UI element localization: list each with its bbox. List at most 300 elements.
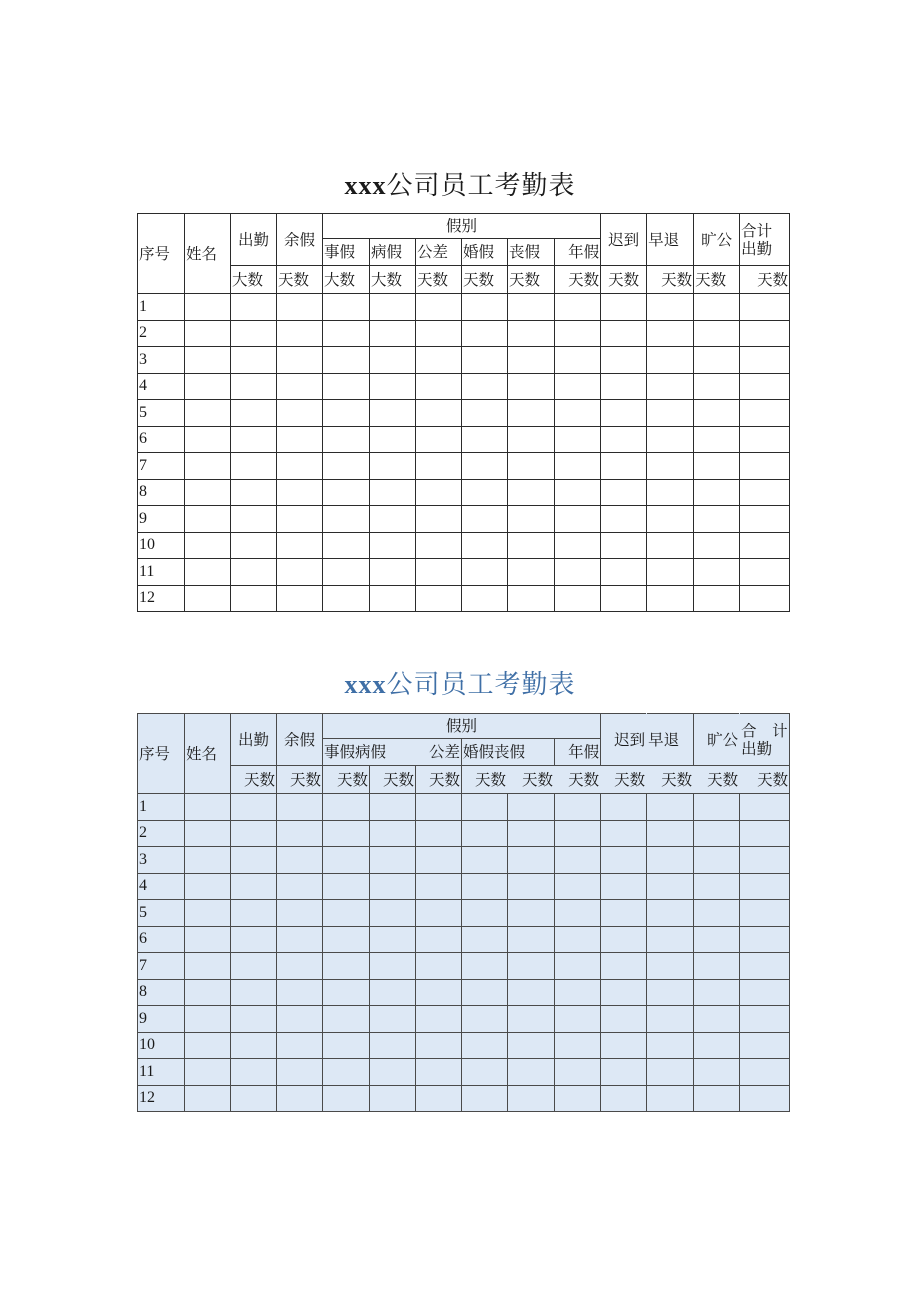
table-cell[interactable]: [462, 426, 508, 453]
table-cell[interactable]: [231, 1032, 277, 1059]
table-cell[interactable]: [508, 426, 555, 453]
table-cell[interactable]: [277, 820, 323, 847]
table-cell[interactable]: [601, 479, 647, 506]
table-cell[interactable]: [508, 979, 555, 1006]
table-cell[interactable]: [231, 847, 277, 874]
table-cell[interactable]: [277, 1085, 323, 1112]
table-cell[interactable]: [462, 900, 508, 927]
table-cell[interactable]: [185, 320, 231, 347]
table-cell[interactable]: [740, 1032, 790, 1059]
table-cell[interactable]: [462, 320, 508, 347]
table-cell[interactable]: [370, 479, 416, 506]
table-cell[interactable]: [508, 1085, 555, 1112]
table-cell[interactable]: [416, 926, 462, 953]
table-cell[interactable]: [740, 820, 790, 847]
table-cell[interactable]: [416, 1032, 462, 1059]
table-cell[interactable]: [740, 926, 790, 953]
table-cell[interactable]: [462, 585, 508, 612]
table-cell[interactable]: [370, 1059, 416, 1086]
table-cell[interactable]: [231, 1006, 277, 1033]
table-cell[interactable]: [694, 532, 740, 559]
table-cell[interactable]: [601, 1085, 647, 1112]
table-cell[interactable]: [647, 320, 694, 347]
table-cell[interactable]: [231, 347, 277, 374]
table-cell[interactable]: [231, 400, 277, 427]
table-cell[interactable]: [277, 400, 323, 427]
table-cell[interactable]: [370, 453, 416, 480]
table-cell[interactable]: [185, 926, 231, 953]
table-cell[interactable]: [508, 1006, 555, 1033]
table-cell[interactable]: [277, 926, 323, 953]
table-cell[interactable]: [740, 847, 790, 874]
table-cell[interactable]: [462, 559, 508, 586]
table-cell[interactable]: [416, 453, 462, 480]
table-cell[interactable]: [323, 559, 370, 586]
table-cell[interactable]: [185, 373, 231, 400]
table-cell[interactable]: [740, 900, 790, 927]
table-cell[interactable]: [231, 794, 277, 821]
table-cell[interactable]: [462, 1006, 508, 1033]
table-cell[interactable]: [462, 820, 508, 847]
table-cell[interactable]: [185, 400, 231, 427]
table-cell[interactable]: [416, 294, 462, 321]
table-cell[interactable]: [231, 479, 277, 506]
table-cell[interactable]: [647, 1059, 694, 1086]
table-cell[interactable]: [740, 873, 790, 900]
table-cell[interactable]: [555, 1006, 601, 1033]
table-cell[interactable]: [601, 559, 647, 586]
table-cell[interactable]: [508, 400, 555, 427]
table-cell[interactable]: [323, 426, 370, 453]
table-cell[interactable]: [508, 320, 555, 347]
table-cell[interactable]: [647, 979, 694, 1006]
table-cell[interactable]: [231, 453, 277, 480]
table-cell[interactable]: [231, 320, 277, 347]
table-cell[interactable]: [323, 900, 370, 927]
table-cell[interactable]: [462, 400, 508, 427]
table-cell[interactable]: [508, 373, 555, 400]
table-cell[interactable]: [740, 979, 790, 1006]
table-cell[interactable]: [416, 820, 462, 847]
table-cell[interactable]: [323, 320, 370, 347]
table-cell[interactable]: [740, 953, 790, 980]
table-cell[interactable]: [694, 873, 740, 900]
table-cell[interactable]: [601, 426, 647, 453]
table-cell[interactable]: [185, 559, 231, 586]
table-cell[interactable]: [508, 847, 555, 874]
table-cell[interactable]: [462, 1059, 508, 1086]
table-cell[interactable]: [185, 585, 231, 612]
table-cell[interactable]: [647, 873, 694, 900]
table-cell[interactable]: [462, 794, 508, 821]
table-cell[interactable]: [508, 873, 555, 900]
table-cell[interactable]: [323, 873, 370, 900]
table-cell[interactable]: [647, 373, 694, 400]
table-cell[interactable]: [416, 953, 462, 980]
table-cell[interactable]: [740, 506, 790, 533]
table-cell[interactable]: [647, 347, 694, 374]
table-cell[interactable]: [185, 479, 231, 506]
table-cell[interactable]: [508, 294, 555, 321]
table-cell[interactable]: [277, 532, 323, 559]
table-cell[interactable]: [370, 426, 416, 453]
table-cell[interactable]: [231, 585, 277, 612]
table-cell[interactable]: [323, 532, 370, 559]
table-cell[interactable]: [508, 585, 555, 612]
table-cell[interactable]: [694, 1006, 740, 1033]
table-cell[interactable]: [555, 347, 601, 374]
table-cell[interactable]: [694, 1059, 740, 1086]
table-cell[interactable]: [601, 1059, 647, 1086]
table-cell[interactable]: [370, 873, 416, 900]
table-cell[interactable]: [277, 873, 323, 900]
table-cell[interactable]: [185, 1032, 231, 1059]
table-cell[interactable]: [694, 400, 740, 427]
table-cell[interactable]: [416, 979, 462, 1006]
table-cell[interactable]: [647, 532, 694, 559]
table-cell[interactable]: [740, 559, 790, 586]
table-cell[interactable]: [370, 373, 416, 400]
table-cell[interactable]: [185, 453, 231, 480]
table-cell[interactable]: [555, 532, 601, 559]
table-cell[interactable]: [323, 373, 370, 400]
table-cell[interactable]: [555, 506, 601, 533]
table-cell[interactable]: [185, 1085, 231, 1112]
table-cell[interactable]: [647, 953, 694, 980]
table-cell[interactable]: [416, 900, 462, 927]
table-cell[interactable]: [462, 453, 508, 480]
table-cell[interactable]: [323, 1085, 370, 1112]
table-cell[interactable]: [323, 400, 370, 427]
table-cell[interactable]: [231, 820, 277, 847]
table-cell[interactable]: [601, 1006, 647, 1033]
table-cell[interactable]: [694, 479, 740, 506]
table-cell[interactable]: [370, 559, 416, 586]
table-cell[interactable]: [323, 820, 370, 847]
table-cell[interactable]: [462, 532, 508, 559]
table-cell[interactable]: [647, 453, 694, 480]
table-cell[interactable]: [370, 926, 416, 953]
table-cell[interactable]: [740, 294, 790, 321]
table-cell[interactable]: [694, 294, 740, 321]
table-cell[interactable]: [647, 820, 694, 847]
table-cell[interactable]: [740, 794, 790, 821]
table-cell[interactable]: [277, 347, 323, 374]
table-cell[interactable]: [647, 1085, 694, 1112]
table-cell[interactable]: [462, 294, 508, 321]
table-cell[interactable]: [370, 506, 416, 533]
table-cell[interactable]: [416, 347, 462, 374]
table-cell[interactable]: [185, 426, 231, 453]
table-cell[interactable]: [647, 400, 694, 427]
table-cell[interactable]: [647, 794, 694, 821]
table-cell[interactable]: [323, 585, 370, 612]
table-cell[interactable]: [601, 320, 647, 347]
table-cell[interactable]: [694, 373, 740, 400]
table-cell[interactable]: [231, 559, 277, 586]
table-cell[interactable]: [508, 506, 555, 533]
table-cell[interactable]: [370, 953, 416, 980]
table-cell[interactable]: [231, 873, 277, 900]
table-cell[interactable]: [508, 953, 555, 980]
table-cell[interactable]: [277, 847, 323, 874]
table-cell[interactable]: [555, 873, 601, 900]
table-cell[interactable]: [277, 294, 323, 321]
table-cell[interactable]: [416, 559, 462, 586]
table-cell[interactable]: [508, 900, 555, 927]
table-cell[interactable]: [647, 900, 694, 927]
table-cell[interactable]: [416, 426, 462, 453]
table-cell[interactable]: [323, 794, 370, 821]
table-cell[interactable]: [508, 479, 555, 506]
table-cell[interactable]: [416, 506, 462, 533]
table-cell[interactable]: [231, 426, 277, 453]
table-cell[interactable]: [555, 294, 601, 321]
table-cell[interactable]: [277, 479, 323, 506]
table-cell[interactable]: [370, 294, 416, 321]
table-cell[interactable]: [601, 347, 647, 374]
table-cell[interactable]: [740, 1059, 790, 1086]
table-cell[interactable]: [601, 453, 647, 480]
table-cell[interactable]: [694, 320, 740, 347]
table-cell[interactable]: [601, 506, 647, 533]
table-cell[interactable]: [694, 1032, 740, 1059]
table-cell[interactable]: [601, 953, 647, 980]
table-cell[interactable]: [277, 900, 323, 927]
table-cell[interactable]: [601, 294, 647, 321]
table-cell[interactable]: [462, 479, 508, 506]
table-cell[interactable]: [370, 585, 416, 612]
table-cell[interactable]: [601, 400, 647, 427]
table-cell[interactable]: [694, 953, 740, 980]
table-cell[interactable]: [508, 347, 555, 374]
table-cell[interactable]: [694, 926, 740, 953]
table-cell[interactable]: [323, 979, 370, 1006]
table-cell[interactable]: [370, 532, 416, 559]
table-cell[interactable]: [323, 926, 370, 953]
table-cell[interactable]: [277, 585, 323, 612]
table-cell[interactable]: [647, 479, 694, 506]
table-cell[interactable]: [694, 585, 740, 612]
table-cell[interactable]: [555, 585, 601, 612]
table-cell[interactable]: [462, 1085, 508, 1112]
table-cell[interactable]: [416, 1059, 462, 1086]
table-cell[interactable]: [694, 559, 740, 586]
table-cell[interactable]: [694, 979, 740, 1006]
table-cell[interactable]: [231, 900, 277, 927]
table-cell[interactable]: [647, 1006, 694, 1033]
table-cell[interactable]: [647, 1032, 694, 1059]
table-cell[interactable]: [601, 532, 647, 559]
table-cell[interactable]: [277, 1032, 323, 1059]
table-cell[interactable]: [462, 847, 508, 874]
table-cell[interactable]: [555, 794, 601, 821]
table-cell[interactable]: [601, 373, 647, 400]
table-cell[interactable]: [740, 585, 790, 612]
table-cell[interactable]: [323, 1006, 370, 1033]
table-cell[interactable]: [508, 1059, 555, 1086]
table-cell[interactable]: [647, 926, 694, 953]
table-cell[interactable]: [601, 794, 647, 821]
table-cell[interactable]: [740, 426, 790, 453]
table-cell[interactable]: [277, 794, 323, 821]
table-cell[interactable]: [416, 479, 462, 506]
table-cell[interactable]: [323, 453, 370, 480]
table-cell[interactable]: [323, 1059, 370, 1086]
table-cell[interactable]: [555, 900, 601, 927]
table-cell[interactable]: [508, 794, 555, 821]
table-cell[interactable]: [694, 453, 740, 480]
table-cell[interactable]: [601, 900, 647, 927]
table-cell[interactable]: [370, 347, 416, 374]
table-cell[interactable]: [740, 532, 790, 559]
table-cell[interactable]: [185, 1006, 231, 1033]
table-cell[interactable]: [323, 953, 370, 980]
table-cell[interactable]: [462, 1032, 508, 1059]
table-cell[interactable]: [416, 400, 462, 427]
table-cell[interactable]: [555, 400, 601, 427]
table-cell[interactable]: [370, 1032, 416, 1059]
table-cell[interactable]: [694, 794, 740, 821]
table-cell[interactable]: [647, 426, 694, 453]
table-cell[interactable]: [370, 794, 416, 821]
table-cell[interactable]: [555, 926, 601, 953]
table-cell[interactable]: [185, 847, 231, 874]
table-cell[interactable]: [370, 1085, 416, 1112]
table-cell[interactable]: [647, 506, 694, 533]
table-cell[interactable]: [508, 820, 555, 847]
table-cell[interactable]: [277, 979, 323, 1006]
table-cell[interactable]: [370, 979, 416, 1006]
table-cell[interactable]: [323, 347, 370, 374]
table-cell[interactable]: [462, 873, 508, 900]
table-cell[interactable]: [185, 979, 231, 1006]
table-cell[interactable]: [601, 820, 647, 847]
table-cell[interactable]: [555, 953, 601, 980]
table-cell[interactable]: [277, 506, 323, 533]
table-cell[interactable]: [508, 1032, 555, 1059]
table-cell[interactable]: [185, 873, 231, 900]
table-cell[interactable]: [370, 847, 416, 874]
table-cell[interactable]: [555, 1059, 601, 1086]
table-cell[interactable]: [323, 479, 370, 506]
table-cell[interactable]: [185, 532, 231, 559]
table-cell[interactable]: [370, 900, 416, 927]
table-cell[interactable]: [185, 953, 231, 980]
table-cell[interactable]: [555, 1032, 601, 1059]
table-cell[interactable]: [416, 532, 462, 559]
table-cell[interactable]: [555, 559, 601, 586]
table-cell[interactable]: [323, 1032, 370, 1059]
table-cell[interactable]: [694, 847, 740, 874]
table-cell[interactable]: [416, 585, 462, 612]
table-cell[interactable]: [370, 400, 416, 427]
table-cell[interactable]: [508, 532, 555, 559]
table-cell[interactable]: [740, 453, 790, 480]
table-cell[interactable]: [462, 347, 508, 374]
table-cell[interactable]: [555, 373, 601, 400]
table-cell[interactable]: [416, 320, 462, 347]
table-cell[interactable]: [370, 820, 416, 847]
table-cell[interactable]: [462, 506, 508, 533]
table-cell[interactable]: [277, 1059, 323, 1086]
table-cell[interactable]: [694, 1085, 740, 1112]
table-cell[interactable]: [647, 847, 694, 874]
table-cell[interactable]: [231, 1085, 277, 1112]
table-cell[interactable]: [555, 820, 601, 847]
table-cell[interactable]: [323, 506, 370, 533]
table-cell[interactable]: [416, 847, 462, 874]
table-cell[interactable]: [601, 979, 647, 1006]
table-cell[interactable]: [231, 532, 277, 559]
table-cell[interactable]: [277, 559, 323, 586]
table-cell[interactable]: [694, 506, 740, 533]
table-cell[interactable]: [231, 979, 277, 1006]
table-cell[interactable]: [555, 479, 601, 506]
table-cell[interactable]: [231, 1059, 277, 1086]
table-cell[interactable]: [601, 1032, 647, 1059]
table-cell[interactable]: [508, 926, 555, 953]
table-cell[interactable]: [462, 953, 508, 980]
table-cell[interactable]: [185, 294, 231, 321]
table-cell[interactable]: [277, 1006, 323, 1033]
table-cell[interactable]: [323, 847, 370, 874]
table-cell[interactable]: [323, 294, 370, 321]
table-cell[interactable]: [416, 794, 462, 821]
table-cell[interactable]: [601, 926, 647, 953]
table-cell[interactable]: [231, 953, 277, 980]
table-cell[interactable]: [231, 294, 277, 321]
table-cell[interactable]: [740, 400, 790, 427]
table-cell[interactable]: [694, 900, 740, 927]
table-cell[interactable]: [555, 320, 601, 347]
table-cell[interactable]: [601, 847, 647, 874]
table-cell[interactable]: [740, 347, 790, 374]
table-cell[interactable]: [185, 794, 231, 821]
table-cell[interactable]: [185, 820, 231, 847]
table-cell[interactable]: [694, 820, 740, 847]
table-cell[interactable]: [416, 1006, 462, 1033]
table-cell[interactable]: [740, 1006, 790, 1033]
table-cell[interactable]: [740, 373, 790, 400]
table-cell[interactable]: [601, 873, 647, 900]
table-cell[interactable]: [462, 979, 508, 1006]
table-cell[interactable]: [277, 320, 323, 347]
table-cell[interactable]: [416, 1085, 462, 1112]
table-cell[interactable]: [740, 320, 790, 347]
table-cell[interactable]: [601, 585, 647, 612]
table-cell[interactable]: [231, 506, 277, 533]
table-cell[interactable]: [508, 559, 555, 586]
table-cell[interactable]: [462, 373, 508, 400]
table-cell[interactable]: [231, 926, 277, 953]
table-cell[interactable]: [740, 1085, 790, 1112]
table-cell[interactable]: [185, 900, 231, 927]
table-cell[interactable]: [694, 426, 740, 453]
table-cell[interactable]: [694, 347, 740, 374]
table-cell[interactable]: [277, 426, 323, 453]
table-cell[interactable]: [647, 294, 694, 321]
table-cell[interactable]: [185, 1059, 231, 1086]
table-cell[interactable]: [647, 559, 694, 586]
table-cell[interactable]: [740, 479, 790, 506]
table-cell[interactable]: [555, 979, 601, 1006]
table-cell[interactable]: [277, 373, 323, 400]
table-cell[interactable]: [462, 926, 508, 953]
table-cell[interactable]: [370, 1006, 416, 1033]
table-cell[interactable]: [647, 585, 694, 612]
table-cell[interactable]: [555, 453, 601, 480]
